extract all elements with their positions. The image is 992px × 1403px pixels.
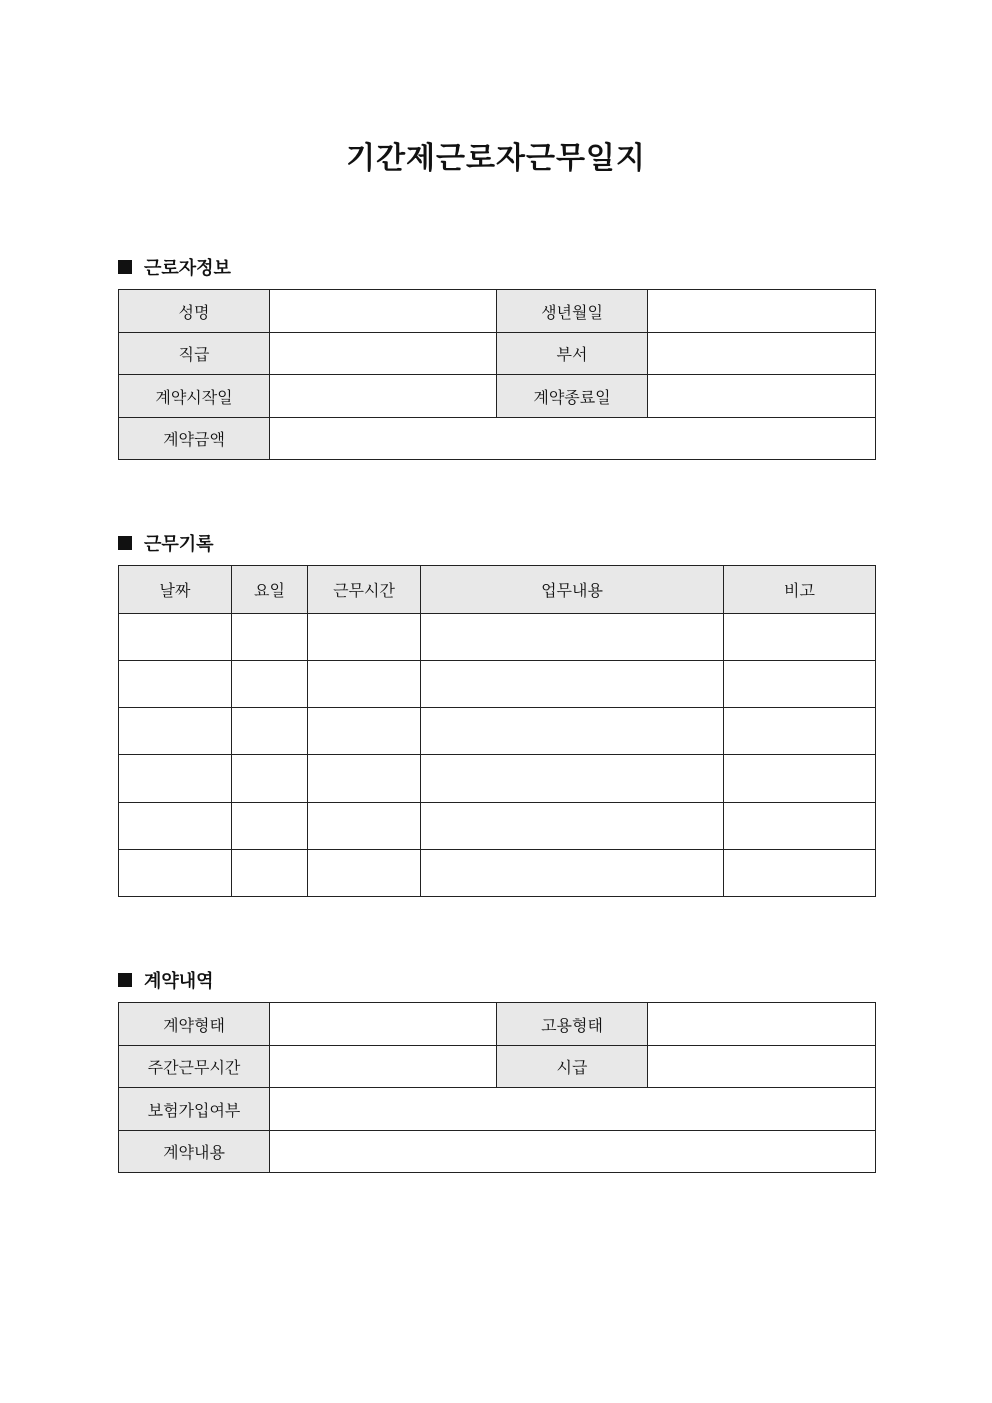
table-row xyxy=(119,1131,876,1173)
field-label: 계약종료일 xyxy=(497,375,648,418)
contract-amount-field[interactable] xyxy=(270,418,876,460)
section-heading-contract-details xyxy=(118,967,214,993)
hourly-wage-field[interactable] xyxy=(648,1046,876,1088)
field-label: 계약내용 xyxy=(119,1131,270,1173)
birthdate-field[interactable] xyxy=(648,290,876,333)
task-cell[interactable] xyxy=(421,755,724,803)
column-header-date: 날짜 xyxy=(119,566,232,614)
task-cell[interactable] xyxy=(421,803,724,850)
hours-cell[interactable] xyxy=(308,850,421,897)
table-row xyxy=(119,1003,876,1046)
contract-content-field[interactable] xyxy=(270,1131,876,1173)
field-label: 시급 xyxy=(497,1046,648,1088)
department-field[interactable] xyxy=(648,333,876,375)
day-cell[interactable] xyxy=(232,755,308,803)
day-cell[interactable] xyxy=(232,803,308,850)
hours-cell[interactable] xyxy=(308,614,421,661)
field-label: 계약시작일 xyxy=(119,375,270,418)
field-label: 계약형태 xyxy=(119,1003,270,1046)
table-row xyxy=(119,290,876,333)
date-cell[interactable] xyxy=(119,850,232,897)
insurance-field[interactable] xyxy=(270,1088,876,1131)
table-row xyxy=(119,418,876,460)
square-bullet-icon xyxy=(118,260,132,274)
section-title: 근무기록 xyxy=(144,534,214,555)
contract-type-field[interactable] xyxy=(270,1003,497,1046)
hours-cell[interactable] xyxy=(308,755,421,803)
table-row xyxy=(119,1046,876,1088)
document-title: 기간제근로자근무일지 xyxy=(346,141,646,176)
position-field[interactable] xyxy=(270,333,497,375)
table-row xyxy=(119,803,876,850)
work-record-table xyxy=(118,565,876,897)
day-cell[interactable] xyxy=(232,661,308,708)
field-label: 주간근무시간 xyxy=(119,1046,270,1088)
contract-end-field[interactable] xyxy=(648,375,876,418)
table-row xyxy=(119,1088,876,1131)
column-header-note: 비고 xyxy=(724,566,876,614)
contract-start-field[interactable] xyxy=(270,375,497,418)
table-row xyxy=(119,850,876,897)
square-bullet-icon xyxy=(118,536,132,550)
table-row xyxy=(119,614,876,661)
field-label: 보험가입여부 xyxy=(119,1088,270,1131)
date-cell[interactable] xyxy=(119,803,232,850)
employment-type-field[interactable] xyxy=(648,1003,876,1046)
section-heading-work-record xyxy=(118,530,214,556)
table-row xyxy=(119,708,876,755)
field-label: 생년월일 xyxy=(497,290,648,333)
section-heading-worker-info xyxy=(118,254,231,280)
column-header-hours: 근무시간 xyxy=(308,566,421,614)
day-cell[interactable] xyxy=(232,850,308,897)
table-row xyxy=(119,661,876,708)
day-cell[interactable] xyxy=(232,614,308,661)
task-cell[interactable] xyxy=(421,850,724,897)
task-cell[interactable] xyxy=(421,708,724,755)
section-title: 근로자정보 xyxy=(144,258,231,279)
field-label: 계약금액 xyxy=(119,418,270,460)
table-row xyxy=(119,375,876,418)
weekly-hours-field[interactable] xyxy=(270,1046,497,1088)
day-cell[interactable] xyxy=(232,708,308,755)
hours-cell[interactable] xyxy=(308,803,421,850)
name-field[interactable] xyxy=(270,290,497,333)
task-cell[interactable] xyxy=(421,661,724,708)
table-header-row xyxy=(119,566,876,614)
worker-info-table xyxy=(118,289,876,460)
field-label: 직급 xyxy=(119,333,270,375)
note-cell[interactable] xyxy=(724,661,876,708)
table-row xyxy=(119,755,876,803)
contract-details-table xyxy=(118,1002,876,1173)
note-cell[interactable] xyxy=(724,850,876,897)
field-label: 부서 xyxy=(497,333,648,375)
date-cell[interactable] xyxy=(119,614,232,661)
note-cell[interactable] xyxy=(724,755,876,803)
hours-cell[interactable] xyxy=(308,708,421,755)
task-cell[interactable] xyxy=(421,614,724,661)
field-label: 고용형태 xyxy=(497,1003,648,1046)
date-cell[interactable] xyxy=(119,661,232,708)
date-cell[interactable] xyxy=(119,755,232,803)
column-header-task: 업무내용 xyxy=(421,566,724,614)
table-row xyxy=(119,333,876,375)
square-bullet-icon xyxy=(118,973,132,987)
note-cell[interactable] xyxy=(724,803,876,850)
field-label: 성명 xyxy=(119,290,270,333)
hours-cell[interactable] xyxy=(308,661,421,708)
section-title: 계약내역 xyxy=(144,971,214,992)
note-cell[interactable] xyxy=(724,708,876,755)
note-cell[interactable] xyxy=(724,614,876,661)
date-cell[interactable] xyxy=(119,708,232,755)
column-header-day: 요일 xyxy=(232,566,308,614)
